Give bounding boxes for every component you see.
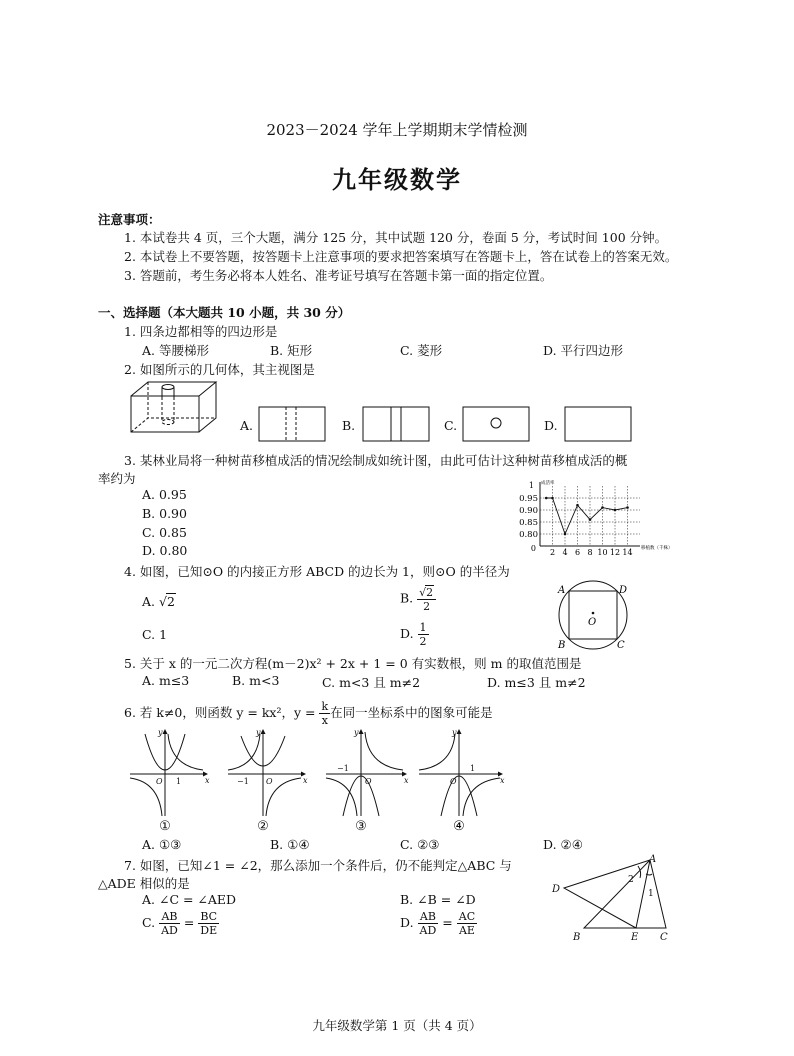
chart-series-line [546,498,627,534]
chart-origin-label: 0 [530,544,536,553]
q4-option-b [400,585,436,613]
q6-frac-num: k [321,700,329,713]
q4-circle-square-figure [548,577,638,653]
chart-y-tick-label: 0.80 [519,530,538,540]
chart-point [626,506,629,509]
chart-x-tick-label: 4 [562,548,568,557]
q7-option-c-frac2 [198,910,219,937]
page-footer: 九年级数学第 1 页（共 4 页） [312,1018,482,1033]
q6-label-3: ③ [355,819,367,834]
chart-y-top-label: 1 [528,481,534,490]
q4-option-b-den: 2 [423,600,431,613]
q2-option-d: D. [544,418,558,433]
q4-label-b: B [558,640,566,651]
chart-point [545,497,548,500]
q6-option-a: A. ①③ [142,837,182,852]
q3-stem: 3. 某林业局将一种树苗移植成活的情况绘制成如统计图，由此可估计这种树苗移植成活的概 [124,453,628,468]
q6-label-4: ④ [453,819,465,834]
q1-option-a: A. 等腰梯形 [142,343,209,358]
q7-triangle-figure [548,852,678,942]
q3-option-c: C. 0.85 [142,525,187,540]
q6-g2-tick: −1 [237,777,249,786]
q6-graph-1 [130,730,207,816]
q6-g3-y-label: y [354,728,359,737]
q2-option-d-figure [564,406,632,442]
frac-den: DE [200,924,218,937]
q7-option-d-frac2 [457,910,477,937]
q7-label-a: A [649,854,657,865]
chart-y-label: 成活率 [541,481,555,486]
q6-graph-3 [326,730,406,816]
q7-label-d: D [552,884,561,895]
q4-option-b-letter: B. [400,590,414,606]
q6-label-2: ② [257,819,269,834]
q6-stem-a: 6. 若 k≠0，则函数 y = kx²，y = [124,705,316,720]
chart-x-tick-label: 2 [549,548,556,557]
chart-x-tick-label: 8 [587,548,593,557]
q3-survival-rate-chart [505,478,675,558]
q4-option-d-letter: D. [400,626,414,641]
sqrt-icon: √ [159,594,167,609]
chart-point [551,497,554,500]
frac-num: BC [198,910,219,924]
q7-label-c: C [660,932,668,942]
q4-label-o: O [588,617,597,628]
q4-option-d-num: 1 [419,621,427,634]
notice-item: 2. 本试卷上不要答题，按答题卡上注意事项的要求把答案填写在答题卡上，答在试卷上的答案无效。 [124,249,678,264]
frac-den: AD [161,924,178,937]
q6-g1-origin: O [156,777,163,786]
chart-point [589,518,592,521]
chart-x-label: 移植数（千株） [641,546,673,551]
q6-g2-origin: O [266,777,273,786]
q6-stem-b: 在同一坐标系中的图象可能是 [330,705,493,720]
q4-option-b-fraction [417,585,436,613]
chart-y-tick-label: 0.85 [519,518,538,528]
chart-x-tick-label: 12 [609,548,621,557]
q7-angle-2-label: 2 [628,875,634,885]
q4-option-c: C. 1 [142,627,168,642]
q3-option-b: B. 0.90 [142,506,187,521]
q2-stem: 2. 如图所示的几何体，其主视图是 [124,362,315,377]
q5-option-a: A. m≤3 [142,673,190,688]
chart-y-tick-label: 0.95 [519,494,538,504]
frac-num: AC [458,910,476,923]
q6-option-d: D. ②④ [543,837,583,852]
q6-graphs [125,726,425,834]
q6-g4-origin: O [450,777,457,786]
q4-label-d: D [619,585,628,596]
q3-stem-cont: 率约为 [98,471,136,486]
q5-option-c: C. m<3 且 m≠2 [322,675,421,690]
chart-point [576,504,579,507]
q5-stem: 5. 关于 x 的一元二次方程(m－2)x² + 2x + 1 = 0 有实数根，则 m 的取值范围是 [124,656,582,671]
frac-den: AE [458,924,475,937]
q6-g2-x-label: x [303,776,308,785]
q6-graph-4 [414,726,514,834]
section-heading: 一、选择题（本大题共 10 小题，共 30 分） [98,305,351,320]
equals-sign: = [442,915,453,930]
q2-option-c-figure [462,406,530,442]
q7-label-e: E [631,932,639,942]
q7-angle-1-label: 1 [648,889,654,899]
q6-label-1: ① [159,819,171,834]
q7-label-b: B [573,932,581,942]
q5-option-b: B. m<3 [232,673,280,688]
q7-stem: 7. 如图，已知∠1 = ∠2，那么添加一个条件后，仍不能判定△ABC 与 [124,858,512,873]
q6-frac-den: x [321,714,328,727]
notice-item: 1. 本试卷共 4 页，三个大题，满分 125 分，其中试题 120 分，卷面 5 分，考试时间 100 分钟。 [124,230,668,245]
chart-y-tick-label: 0.90 [519,506,538,516]
q6-g1-x-label: x [205,776,210,785]
q7-option-b: B. ∠B = ∠D [400,892,476,907]
q7-option-d-frac1 [418,910,439,937]
chart-point [614,509,617,512]
q7-stem-cont: △ADE 相似的是 [98,876,190,891]
q6-g1-tick: 1 [176,777,182,786]
q2-solid-figure [128,378,223,436]
chart-point [564,533,567,536]
q6-graph-2 [228,730,305,816]
q6-g3-tick: −1 [337,764,349,773]
q6-g4-y-label: y [452,728,457,737]
q4-stem: 4. 如图，已知⊙O 的内接正方形 ABCD 的边长为 1，则⊙O 的半径为 [124,564,510,579]
frac-num: AB [418,910,439,924]
exam-subject-title: 九年级数学 [332,165,462,194]
q6-fraction [319,700,330,727]
q4-option-d-den: 2 [419,635,427,648]
q4-option-a [142,593,176,609]
q4-label-a: A [558,585,566,596]
q4-option-d [400,621,429,648]
q2-option-b-figure [362,406,430,442]
notice-item: 3. 答题前，考生务必将本人姓名、准考证号填写在答题卡第一面的指定位置。 [124,268,553,283]
q2-option-a-figure [258,406,326,442]
q4-option-a-letter: A. [142,594,156,609]
q6-g3-origin: O [365,777,372,786]
q4-option-a-radicand: 2 [166,594,175,609]
q4-label-c: C [617,640,625,651]
q2-option-a: A. [240,418,254,433]
q7-option-a: A. ∠C = ∠AED [142,892,237,907]
q6-g4-x-label: x [500,776,505,785]
chart-x-tick-label: 10 [597,548,608,557]
q6-option-b: B. ①④ [270,837,310,852]
q6-g2-y-label: y [256,728,261,737]
q4-option-d-fraction [418,621,429,648]
q1-option-d: D. 平行四边形 [543,343,624,358]
chart-x-tick-label: 6 [574,548,581,557]
q2-option-c: C. [444,418,458,433]
q4-option-b-num: 2 [426,586,434,599]
q5-option-d: D. m≤3 且 m≠2 [487,675,586,690]
equals-sign: = [183,915,195,930]
q1-option-c: C. 菱形 [400,343,443,358]
q1-option-b: B. 矩形 [270,343,313,358]
q6-g3-x-label: x [404,776,409,785]
q2-option-b: B. [342,418,356,433]
q1-stem: 1. 四条边都相等的四边形是 [124,324,278,339]
notice-heading: 注意事项： [98,212,161,227]
sqrt-icon: √ [419,586,427,599]
q3-option-a: A. 0.95 [142,487,187,502]
chart-x-tick-label: 14 [622,548,633,557]
q3-option-d: D. 0.80 [142,543,188,558]
exam-year-title: 2023－2024 学年上学期期末学情检测 [266,121,528,139]
q7-option-c-letter: C. [142,915,156,930]
q6-option-c: C. ②③ [400,837,440,852]
q6-stem [124,700,493,727]
q7-option-c [142,910,219,937]
frac-num: AB [159,910,180,924]
q7-option-d [400,910,477,937]
chart-point [601,506,604,509]
frac-den: AD [419,924,437,937]
q6-g4-tick: 1 [470,764,476,773]
q7-option-c-frac1 [159,910,180,937]
q7-option-d-letter: D. [400,915,414,930]
q6-g1-y-label: y [158,728,163,737]
